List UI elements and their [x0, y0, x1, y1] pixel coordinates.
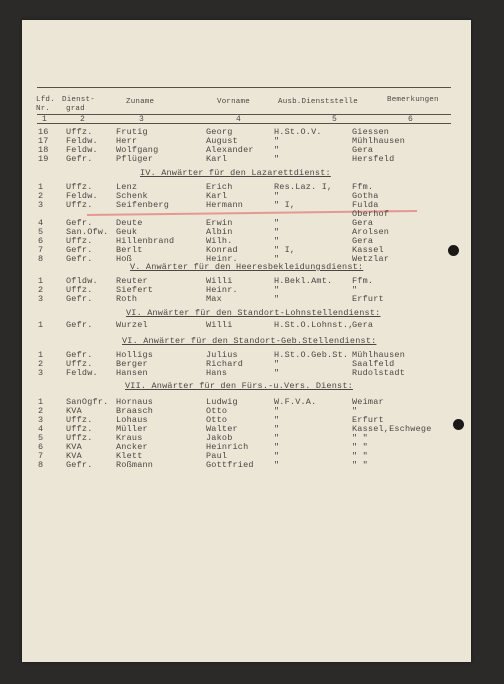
row-dienstgrad: Feldw.: [66, 368, 98, 378]
header-mid-rule: [37, 114, 451, 115]
row-dienstgrad: San.Ofw.: [66, 227, 109, 237]
row-dienstgrad: Gefr.: [66, 350, 93, 360]
header-ausb-dienststelle: Ausb.Dienststelle: [278, 98, 358, 106]
row-dienststelle: H.Bekl.Amt.: [274, 276, 333, 286]
row-zuname: Wolfgang: [116, 145, 159, 155]
row-dienststelle: ": [274, 368, 280, 378]
row-zuname: Hillenbrand: [116, 236, 175, 246]
row-zuname: Roth: [116, 294, 138, 304]
row-dienststelle: ": [274, 460, 280, 470]
row-number: 3: [38, 415, 44, 425]
row-vorname: Karl: [206, 154, 228, 164]
row-zuname: Hoß: [116, 254, 132, 264]
column-number: 1: [42, 115, 48, 124]
row-zuname: Pflüger: [116, 154, 154, 164]
row-vorname: Hermann: [206, 200, 244, 210]
row-number: 7: [38, 245, 44, 255]
row-vorname: Georg: [206, 127, 233, 137]
row-vorname: Julius: [206, 350, 238, 360]
row-dienstgrad: KVA: [66, 406, 82, 416]
row-bemerkung: Wetzlar: [352, 254, 390, 264]
row-number: 1: [38, 350, 44, 360]
row-zuname: Klett: [116, 451, 143, 461]
row-zuname: Schenk: [116, 191, 148, 201]
row-dienstgrad: Ofldw.: [66, 276, 98, 286]
document-page: [22, 20, 471, 662]
row-vorname: Max: [206, 294, 222, 304]
row-bemerkung: Gotha: [352, 191, 379, 201]
row-bemerkung: ": [352, 406, 358, 416]
row-number: 2: [38, 191, 44, 201]
row-vorname: Paul: [206, 451, 228, 461]
row-number: 8: [38, 460, 44, 470]
row-zuname: Siefert: [116, 285, 154, 295]
row-zuname: Hansen: [116, 368, 148, 378]
header-zuname: Zuname: [126, 98, 155, 106]
row-bemerkung: Gera: [352, 218, 374, 228]
row-vorname: Ludwig: [206, 397, 238, 407]
row-dienststelle: " I,: [274, 245, 296, 255]
row-dienstgrad: Uffz.: [66, 200, 93, 210]
row-dienststelle: ": [274, 191, 280, 201]
row-number: 6: [38, 442, 44, 452]
row-zuname: Geuk: [116, 227, 138, 237]
header-nr: Nr.: [36, 105, 51, 113]
row-bemerkung: Kassel: [352, 245, 384, 255]
row-number: 2: [38, 406, 44, 416]
row-dienststelle: ": [274, 359, 280, 369]
section-title-gebstellen: VI. Anwärter für den Standort-Geb.Stellendienst:: [122, 336, 377, 346]
row-dienststelle: ": [274, 154, 280, 164]
row-dienstgrad: Uffz.: [66, 285, 93, 295]
row-zuname: Müller: [116, 424, 148, 434]
row-dienstgrad: Gefr.: [66, 294, 93, 304]
row-zuname: Seifenberg: [116, 200, 170, 210]
row-vorname: Otto: [206, 415, 228, 425]
row-bemerkung: Erfurt: [352, 294, 384, 304]
row-number: 4: [38, 218, 44, 228]
row-vorname: Richard: [206, 359, 244, 369]
row-vorname: Hans: [206, 368, 228, 378]
row-number: 1: [38, 320, 44, 330]
row-dienstgrad: Uffz.: [66, 415, 93, 425]
row-bemerkung: Weimar: [352, 397, 384, 407]
row-dienstgrad: Gefr.: [66, 154, 93, 164]
row-dienststelle: ": [274, 254, 280, 264]
row-number: 8: [38, 254, 44, 264]
row-dienstgrad: Uffz.: [66, 424, 93, 434]
row-bemerkung: Saalfeld: [352, 359, 395, 369]
row-bemerkung: Mühlhausen: [352, 136, 406, 146]
row-dienststelle: H.St.O.Geb.St.: [274, 350, 349, 360]
row-vorname: Heinr.: [206, 254, 238, 264]
row-number: 1: [38, 182, 44, 192]
row-number: 17: [38, 136, 49, 146]
row-bemerkung: " ": [352, 460, 368, 470]
row-zuname: Roßmann: [116, 460, 154, 470]
row-vorname: August: [206, 136, 238, 146]
row-dienststelle: ": [274, 236, 280, 246]
row-dienstgrad: Gefr.: [66, 218, 93, 228]
row-dienstgrad: Gefr.: [66, 254, 93, 264]
row-number: 5: [38, 227, 44, 237]
row-dienstgrad: Feldw.: [66, 136, 98, 146]
row-zuname: Ancker: [116, 442, 148, 452]
row-number: 4: [38, 424, 44, 434]
row-vorname: Willi: [206, 276, 233, 286]
row-zuname: Holligs: [116, 350, 154, 360]
row-zuname: Lohaus: [116, 415, 148, 425]
row-dienstgrad: SanOgfr.: [66, 397, 109, 407]
row-vorname: Heinrich: [206, 442, 249, 452]
row-dienstgrad: Uffz.: [66, 236, 93, 246]
row-dienststelle: ": [274, 451, 280, 461]
row-vorname: Willi: [206, 320, 233, 330]
row-dienststelle: ": [274, 415, 280, 425]
row-zuname: Herr: [116, 136, 138, 146]
row-dienststelle: ": [274, 227, 280, 237]
row-bemerkung: Oberhof: [352, 209, 390, 219]
row-zuname: Berger: [116, 359, 148, 369]
row-zuname: Wurzel: [116, 320, 148, 330]
row-bemerkung: " ": [352, 442, 368, 452]
row-dienststelle: ": [274, 136, 280, 146]
row-dienststelle: H.St.O.V.: [274, 127, 322, 137]
row-dienstgrad: KVA: [66, 451, 82, 461]
row-bemerkung: Erfurt: [352, 415, 384, 425]
row-vorname: Gottfried: [206, 460, 254, 470]
row-zuname: Hornaus: [116, 397, 154, 407]
header-dienst: Dienst-: [62, 96, 95, 104]
header-lfd: Lfd.: [36, 96, 55, 104]
column-number: 2: [80, 115, 86, 124]
row-number: 18: [38, 145, 49, 155]
row-dienststelle: W.F.V.A.: [274, 397, 317, 407]
row-vorname: Konrad: [206, 245, 238, 255]
row-number: 7: [38, 451, 44, 461]
row-vorname: Jakob: [206, 433, 233, 443]
row-vorname: Wilh.: [206, 236, 233, 246]
row-number: 2: [38, 359, 44, 369]
row-vorname: Heinr.: [206, 285, 238, 295]
row-zuname: Frutig: [116, 127, 148, 137]
row-bemerkung: Kassel,Eschwege: [352, 424, 432, 434]
row-bemerkung: Ffm.: [352, 276, 374, 286]
row-number: 1: [38, 397, 44, 407]
row-zuname: Lenz: [116, 182, 138, 192]
row-bemerkung: Arolsen: [352, 227, 390, 237]
punch-hole: [448, 245, 459, 256]
row-dienststelle: ": [274, 294, 280, 304]
header-top-rule: [37, 87, 451, 88]
row-number: 16: [38, 127, 49, 137]
header-grad: grad: [66, 105, 85, 113]
row-dienstgrad: Gefr.: [66, 460, 93, 470]
row-dienstgrad: Feldw.: [66, 145, 98, 155]
column-number: 3: [139, 115, 145, 124]
row-dienststelle: ": [274, 442, 280, 452]
row-dienstgrad: Uffz.: [66, 433, 93, 443]
row-number: 2: [38, 285, 44, 295]
row-zuname: Berlt: [116, 245, 143, 255]
row-number: 1: [38, 276, 44, 286]
row-dienstgrad: Feldw.: [66, 191, 98, 201]
header-bemerkungen: Bemerkungen: [387, 96, 439, 104]
section-title-lazarett: IV. Anwärter für den Lazarettdienst:: [140, 168, 331, 178]
row-number: 3: [38, 294, 44, 304]
row-bemerkung: Mühlhausen: [352, 350, 406, 360]
row-bemerkung: " ": [352, 433, 368, 443]
row-bemerkung: " ": [352, 451, 368, 461]
row-zuname: Braasch: [116, 406, 154, 416]
column-number: 6: [408, 115, 414, 124]
row-dienstgrad: Uffz.: [66, 359, 93, 369]
row-bemerkung: Gera: [352, 145, 374, 155]
row-bemerkung: Ffm.: [352, 182, 374, 192]
row-bemerkung: Gera: [352, 236, 374, 246]
row-bemerkung: Fulda: [352, 200, 379, 210]
row-number: 19: [38, 154, 49, 164]
row-dienststelle: ": [274, 285, 280, 295]
section-title-lohnstellen: VI. Anwärter für den Standort-Lohnstellendienst:: [126, 308, 381, 318]
row-dienstgrad: Uffz.: [66, 182, 93, 192]
row-zuname: Reuter: [116, 276, 148, 286]
row-vorname: Alexander: [206, 145, 254, 155]
row-dienststelle: " I,: [274, 200, 296, 210]
row-bemerkung: Giessen: [352, 127, 390, 137]
row-vorname: Karl: [206, 191, 228, 201]
row-dienstgrad: Uffz.: [66, 127, 93, 137]
row-dienstgrad: KVA: [66, 442, 82, 452]
row-dienststelle: ": [274, 145, 280, 155]
section-title-fuersorge: VII. Anwärter für den Fürs.-u.Vers. Dienst:: [125, 381, 353, 391]
row-vorname: Otto: [206, 406, 228, 416]
row-dienststelle: ": [274, 406, 280, 416]
row-dienststelle: ": [274, 424, 280, 434]
row-bemerkung: ": [352, 285, 358, 295]
row-zuname: Deute: [116, 218, 143, 228]
row-number: 6: [38, 236, 44, 246]
row-vorname: Walter: [206, 424, 238, 434]
row-dienststelle: ": [274, 218, 280, 228]
row-dienstgrad: Gefr.: [66, 320, 93, 330]
column-number: 5: [332, 115, 338, 124]
header-bottom-rule: [37, 123, 451, 124]
row-bemerkung: Gera: [352, 320, 374, 330]
row-number: 5: [38, 433, 44, 443]
row-dienststelle: ": [274, 433, 280, 443]
column-number: 4: [236, 115, 242, 124]
row-bemerkung: Rudolstadt: [352, 368, 406, 378]
row-vorname: Albin: [206, 227, 233, 237]
punch-hole: [453, 419, 464, 430]
row-dienststelle: Res.Laz. I,: [274, 182, 333, 192]
row-bemerkung: Hersfeld: [352, 154, 395, 164]
row-vorname: Erwin: [206, 218, 233, 228]
row-zuname: Kraus: [116, 433, 143, 443]
row-number: 3: [38, 200, 44, 210]
row-dienstgrad: Gefr.: [66, 245, 93, 255]
row-vorname: Erich: [206, 182, 233, 192]
row-dienststelle: H.St.O.Lohnst.,: [274, 320, 354, 330]
header-vorname: Vorname: [217, 98, 250, 106]
row-number: 3: [38, 368, 44, 378]
section-title-bekleidung: V. Anwärter für den Heeresbekleidungsdienst:: [130, 262, 364, 272]
